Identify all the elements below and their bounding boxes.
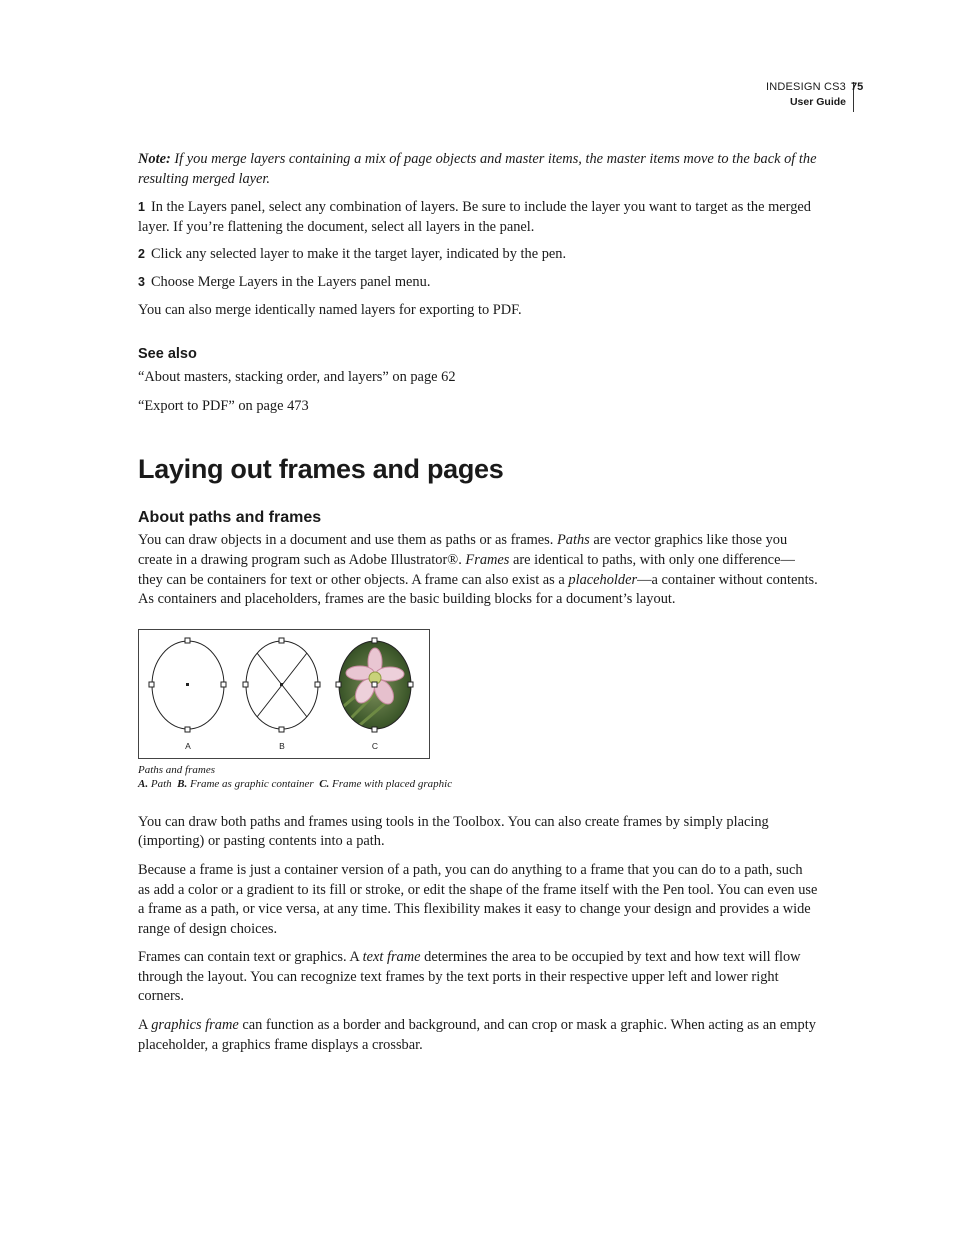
term-graphics-frame: graphics frame	[151, 1017, 239, 1034]
intro-paragraph	[138, 531, 818, 609]
step-number: 1	[138, 200, 145, 215]
body-text: determines the area to be occupied by text and how text will flow through the layout. You can recognize text frames by the text ports in their respective upper left and lower right corners.	[138, 949, 801, 1005]
step-number: 2	[138, 247, 145, 262]
path-oval-a	[149, 638, 226, 732]
body-text: Frames can contain text or graphics. A	[138, 949, 363, 966]
see-also-link[interactable]: “Export to PDF” on page 473	[138, 397, 309, 414]
guide-name: User Guide	[789, 96, 846, 108]
figure-label-c: C	[371, 740, 379, 751]
caption-key: A.	[138, 777, 149, 790]
section-title: Laying out frames and pages	[138, 454, 504, 485]
step-text: In the Layers panel, select any combination of layers. Be sure to include the layer you want to target as the merged layer. If you’re flattening the document, select all layers in the panel.	[138, 199, 811, 235]
caption-items	[138, 777, 818, 791]
step-1	[138, 198, 818, 237]
draw-paragraph: You can draw both paths and frames using tools in the Toolbox. You can also create frames by simply placing (importing) or pasting contents into a path.	[138, 813, 769, 850]
paths-and-frames-figure	[138, 629, 430, 759]
frame-oval-b	[243, 638, 320, 732]
text-frame-paragraph	[138, 948, 818, 1007]
step-2	[138, 245, 818, 265]
intro-text: You can draw objects in a document and use them as paths or as frames.	[138, 532, 557, 549]
step-text: Choose Merge Layers in the Layers panel menu.	[150, 273, 431, 290]
intro-text: —a container without contents. As containers and placeholders, frames are the basic building blocks for a document’s layout.	[138, 571, 818, 608]
body-text: A	[138, 1017, 152, 1034]
term-frames: Frames	[465, 551, 510, 568]
caption-title: Paths and frames	[138, 763, 215, 776]
figure-caption	[138, 763, 818, 791]
note-label: Note:	[138, 151, 171, 167]
intro-text: are vector graphics like those you create in a drawing program such as Adobe Illustrator®.	[138, 532, 788, 568]
subsection-title: About paths and frames	[138, 509, 322, 527]
page-number: 75	[851, 81, 864, 93]
body-text: can function as a border and background, and can crop or mask a graphic. When acting as an empty placeholder, a graphics frame displays a crossbar.	[138, 1017, 816, 1053]
see-also-heading: See also	[138, 346, 197, 363]
term-text-frame: text frame	[362, 949, 421, 966]
step-3	[138, 273, 818, 293]
page-body	[138, 150, 818, 1064]
term-placeholder: placeholder	[568, 571, 638, 588]
caption-text: Frame as graphic container	[187, 777, 320, 790]
note-text: If you merge layers containing a mix of page objects and master items, the master items move to the back of the resulting merged layer.	[138, 151, 817, 187]
figure-label-b: B	[279, 740, 285, 751]
figure-illustration	[139, 630, 429, 758]
see-also-link[interactable]: “About masters, stacking order, and layers” on page 62	[138, 369, 456, 386]
product-name: INDESIGN CS3	[765, 81, 846, 93]
running-header	[766, 80, 846, 110]
intro-text: are identical to paths, with only one difference—they can be containers for text or other objects. A frame can also exist as a	[138, 551, 795, 588]
figure-label-a: A	[185, 740, 191, 751]
frame-oval-c	[336, 638, 413, 732]
caption-text: Frame with placed graphic	[329, 777, 453, 790]
container-paragraph: Because a frame is just a container version of a path, you can do anything to a frame that you can do to a path, such as add a color or a gradient to its fill or stroke, or edit the shape of the frame itself with the Pen tool. You can even use a frame as a path, or vice versa, at any time. This flexibility makes it easy to change your design and provides a wide range of design choices.	[138, 861, 818, 937]
step-text: Click any selected layer to make it the target layer, indicated by the pen.	[150, 246, 567, 263]
caption-text: Path	[148, 777, 178, 790]
step-number: 3	[138, 274, 145, 289]
merge-note: You can also merge identically named layers for exporting to PDF.	[138, 301, 522, 318]
caption-key: B.	[177, 777, 188, 790]
graphics-frame-paragraph	[138, 1016, 818, 1055]
caption-key: C.	[319, 777, 330, 790]
note-paragraph	[138, 150, 818, 189]
term-paths: Paths	[556, 532, 590, 549]
